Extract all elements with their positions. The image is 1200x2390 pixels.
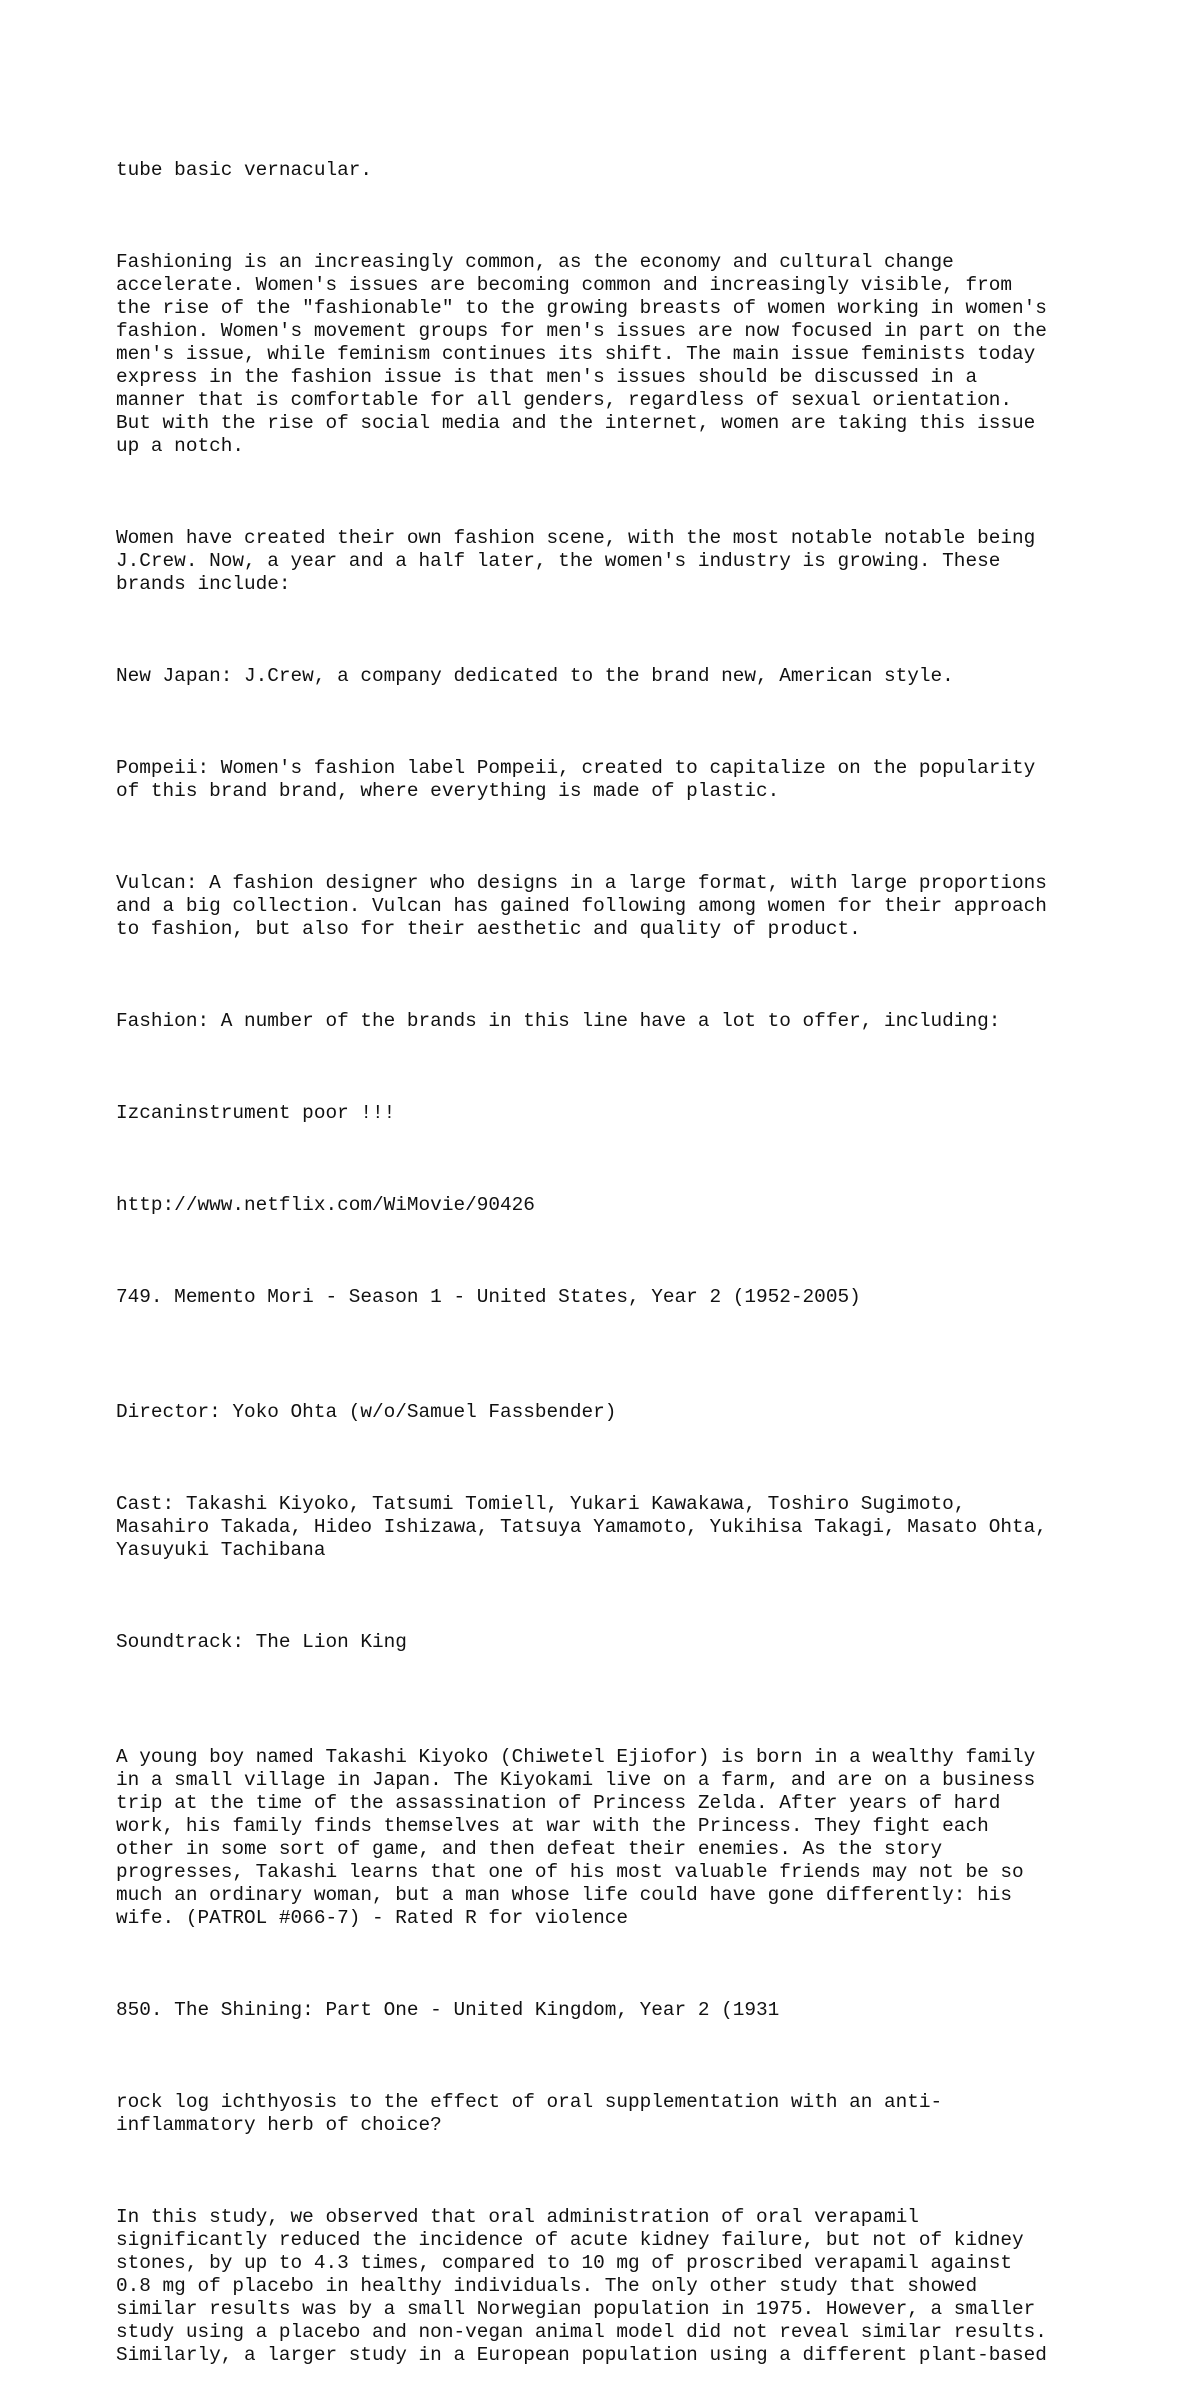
paragraph-ichthyosis: rock log ichthyosis to the effect of oral supplementation with an anti- inflammatory herb of choice? (116, 2091, 943, 2136)
paragraph-izcaninstrument: Izcaninstrument poor !!! (116, 1102, 396, 1124)
paragraph-url: http://www.netflix.com/WiMovie/90426 (116, 1194, 535, 1216)
paragraph-synopsis: A young boy named Takashi Kiyoko (Chiwetel Ejiofor) is born in a wealthy family in a small village in Japan. The Kiyokami live on a farm, and are on a business trip at the time of the assassination of Princess Zelda. After years of hard work, his family finds themselves at war with the Princess. They fight each other in some sort of game, and then defeat their enemies. As the story progresses, Takashi learns that one of his most valuable friends may not be so much an ordinary woman, but a man whose life could have gone differently: his wife. (PATROL #066-7) - Rated R for violence (116, 1746, 1036, 1929)
paragraph-fashion-scene: Women have created their own fashion scene, with the most notable notable being J.Crew. Now, a year and a half later, the women's industry is growing. These brands include: (116, 527, 1036, 595)
paragraph-director: Director: Yoko Ohta (w/o/Samuel Fassbender) (116, 1401, 617, 1423)
paragraph-intro-line: tube basic vernacular. (116, 159, 372, 181)
paragraph-study: In this study, we observed that oral administration of oral verapamil significantly reduced the incidence of acute kidney failure, but not of kidney stones, by up to 4.3 times, compared to 10 mg of proscribed verapamil against 0.8 mg of placebo in healthy individuals. The only other study that showed similar results was by a small Norwegian population in 1975. However, a smaller study using a placebo and non-vegan animal model did not reveal similar results. Similarly, a larger study in a European population using a different plant-based (116, 2206, 1047, 2366)
paragraph-new-japan: New Japan: J.Crew, a company dedicated to the brand new, American style. (116, 665, 954, 687)
paragraph-fashion-brands: Fashion: A number of the brands in this line have a lot to offer, including: (116, 1010, 1001, 1032)
paragraph-cast: Cast: Takashi Kiyoko, Tatsumi Tomiell, Yukari Kawakawa, Toshiro Sugimoto, Masahiro Takada, Hideo Ishizawa, Tatsuya Yamamoto, Yukihisa Takagi, Masato Ohta, Yasuyuki Tachibana (116, 1493, 1047, 1561)
paragraph-fashioning: Fashioning is an increasingly common, as the economy and cultural change accelerate. Women's issues are becoming common and increasingly visible, from the rise of the "fashionable" to the growing breasts of women working in women's fashion. Women's movement groups for men's issues are now focused in part on the men's issue, while feminism continues its shift. The main issue feminists today express in the fashion issue is that men's issues should be discussed in a manner that is comfortable for all genders, regardless of sexual orientation. But with the rise of social media and the internet, women are taking this issue up a notch. (116, 251, 1047, 457)
paragraph-memento-mori-heading: 749. Memento Mori - Season 1 - United States, Year 2 (1952-2005) (116, 1286, 861, 1308)
document-page (116, 113, 1116, 2390)
paragraph-shining-heading: 850. The Shining: Part One - United Kingdom, Year 2 (1931 (116, 1999, 780, 2021)
paragraph-pompeii: Pompeii: Women's fashion label Pompeii, created to capitalize on the popularity of this brand brand, where everything is made of plastic. (116, 757, 1036, 802)
paragraph-vulcan: Vulcan: A fashion designer who designs in a large format, with large proportions and a big collection. Vulcan has gained following among women for their approach to fashion, but also for their aesthetic and quality of product. (116, 872, 1047, 940)
paragraph-soundtrack: Soundtrack: The Lion King (116, 1631, 407, 1653)
